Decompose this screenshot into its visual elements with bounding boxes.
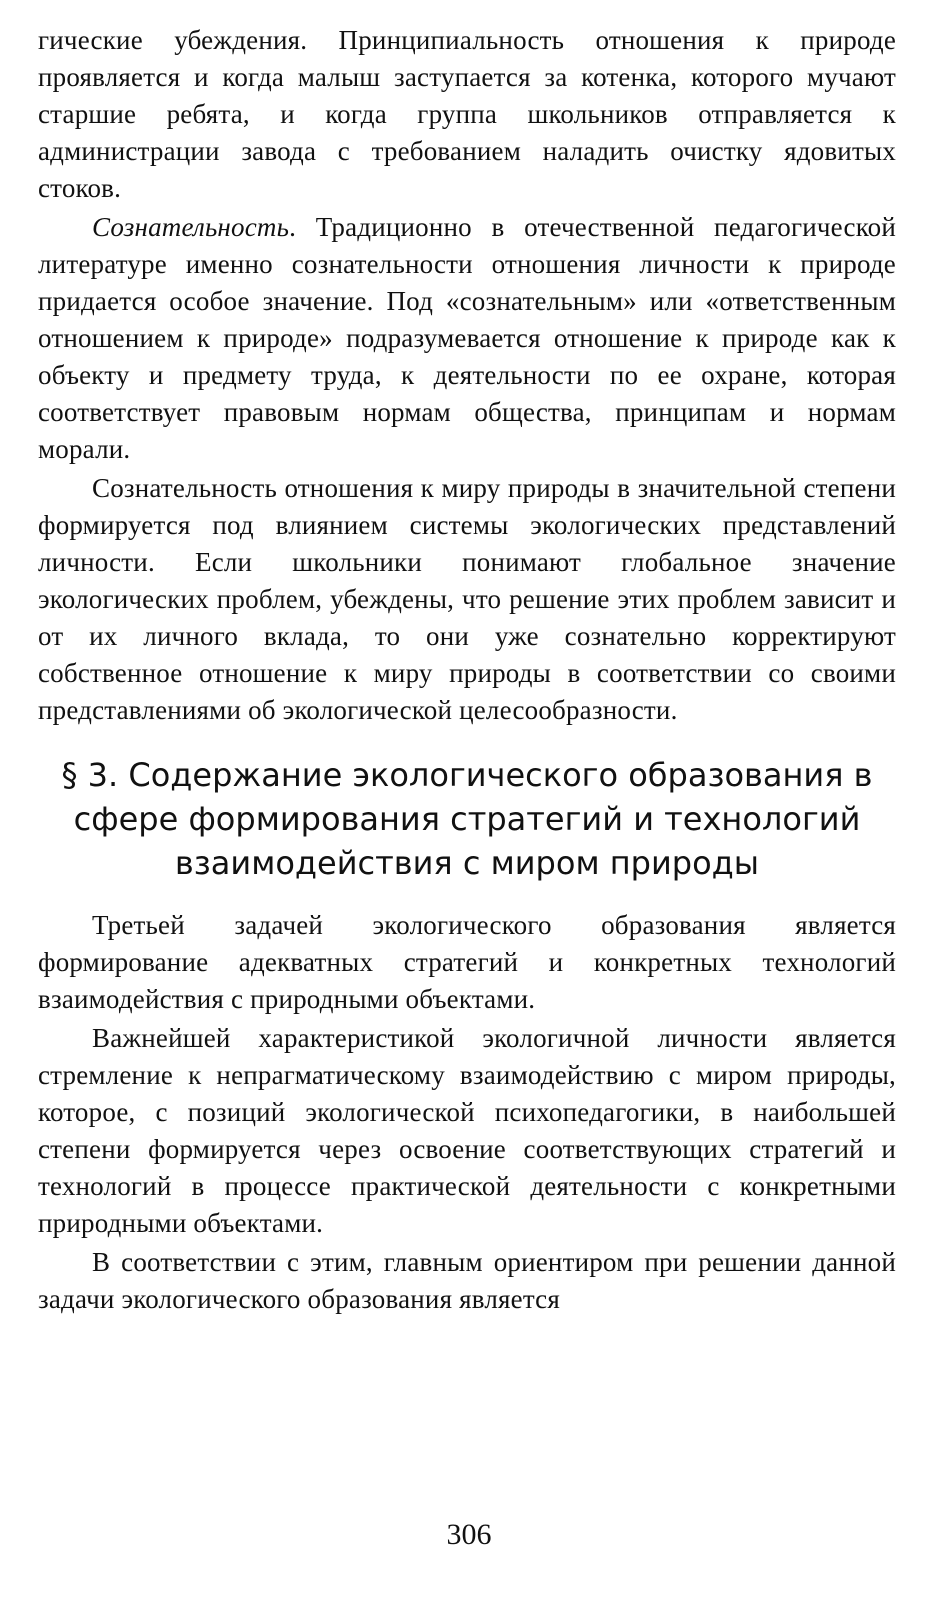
paragraph-key-characteristic: Важнейшей характеристикой экологичной личности является стремление к непрагматическому взаимодействию с миром природы, которое, с позиций экологической психопедагогики, в наибольшей степени формируется через освоение соответствующих стратегий и технологий в процессе практической деятельности с конкретными природными объектами.	[38, 1023, 896, 1238]
page-number: 306	[446, 1518, 492, 1551]
section-heading-line: взаимодействия с миром природы	[174, 844, 760, 882]
paragraph-consciousness	[38, 209, 896, 468]
paragraph-consciousness-formation: Сознательность отношения к миру природы в значительной степени формируется под влиянием системы экологических представлений личности. Если школьники понимают глобальное значение экологических проблем, убеждены, что решение этих проблем зависит и от их личного вклада, то они уже сознательно корректируют собственное отношение к миру природы в соответствии со своими представлениями об экологической целесообразности.	[38, 473, 896, 725]
paragraph-main-guideline: В соответствии с этим, главным ориентиром при решении данной задачи экологического образования является	[38, 1247, 896, 1314]
paragraph-third-task: Третьей задачей экологического образования является формирование адекватных стратегий и конкретных технологий взаимодействия с природными объектами.	[38, 910, 896, 1014]
section-heading-line: сфере формирования стратегий и технологий	[73, 800, 861, 838]
paragraph-body: . Традиционно в отечественной педагогической литературе именно сознательности отношения личности к природе придается особое значение. Под «сознательным» или «ответственным отношением к природе» подразумевается отношение к природе как к объекту и предмету труда, к деятельности по ее охране, которая соответствует правовым нормам общества, принципам и нормам морали.	[38, 212, 896, 464]
book-page	[38, 22, 896, 1318]
italic-term: Сознательность	[92, 212, 290, 242]
section-heading	[38, 753, 896, 885]
section-heading-line: § 3. Содержание экологического образования в	[61, 756, 873, 794]
paragraph-continuation: гические убеждения. Принципиальность отношения к природе проявляется и когда малыш заступается за котенка, которого мучают старшие ребята, и когда группа школьников отправляется к администрации завода с требованием наладить очистку ядовитых стоков.	[38, 25, 896, 203]
